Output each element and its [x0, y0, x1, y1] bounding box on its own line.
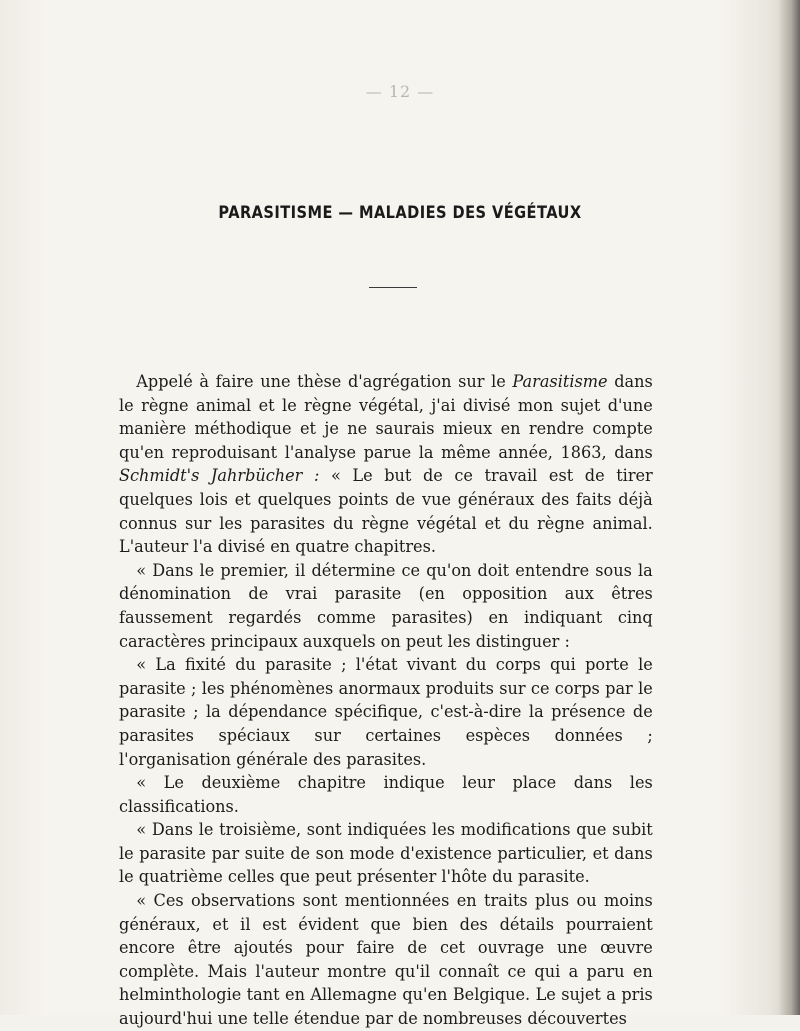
- paragraph-2: « Dans le premier, il détermine ce qu'on doit entendre sous la dénomination de vrai parasite (en opposition aux êtres faussement regardés comme parasites) en indiquant cinq caractères principaux auxquels on peut les distinguer :: [119, 559, 653, 651]
- page-title: PARASITISME — MALADIES DES VÉGÉTAUX: [218, 203, 582, 223]
- paragraph-5: « Dans le troisième, sont indiquées les modifications que subit le parasite par suite de son mode d'existence particulier, et dans le quatrième celles que peut présenter l'hôte du parasite.: [119, 819, 653, 887]
- binding-shadow: [778, 0, 800, 1015]
- emphasis-parasitisme: Parasitisme: [512, 371, 608, 391]
- title-divider: [369, 287, 417, 288]
- paragraph-1: [119, 370, 653, 559]
- paragraph-1-middle: dans le règne animal et le règne végétal, j'ai divisé mon sujet d'une manière méthodique et je ne saurais mieux en rendre compte qu'en reproduisant l'analyse parue la même année, 1863, dans: [119, 371, 653, 462]
- paragraph-4: « Le deuxième chapitre indique leur place dans les classifications.: [119, 772, 653, 816]
- paragraph-1-start: Appelé à faire une thèse d'agrégation sur le: [136, 371, 513, 391]
- journal-title: Schmidt's Jahrbücher :: [119, 465, 320, 486]
- page-number: — 12 —: [365, 82, 435, 101]
- paragraph-3: « La fixité du parasite ; l'état vivant du corps qui porte le parasite ; les phénomènes anormaux produits sur ce corps par le parasite ; la dépendance spécifique, c'est-à-dire la présence de parasites spéciaux sur certaines espèces données ; l'organisation générale des parasites.: [119, 654, 653, 769]
- paragraph-6: « Ces observations sont mentionnées en traits plus ou moins généraux, et il est évident que bien des détails pourraient encore être ajoutés pour faire de cet ouvrage une œuvre complète. Mais l'auteur montre qu'il connaît ce qui a paru en helminthologie tant en Allemagne qu'en Belgique. Le sujet a pris aujourd'hui une telle étendue par de nombreuses découvertes: [119, 890, 653, 1029]
- paragraph-1-end: « Le but de ce travail est de tirer quelques lois et quelques points de vue généraux des faits déjà connus sur les parasites du règne végétal et du règne animal. L'auteur l'a divisé en quatre chapitres.: [119, 465, 653, 557]
- body-text: [119, 370, 653, 1031]
